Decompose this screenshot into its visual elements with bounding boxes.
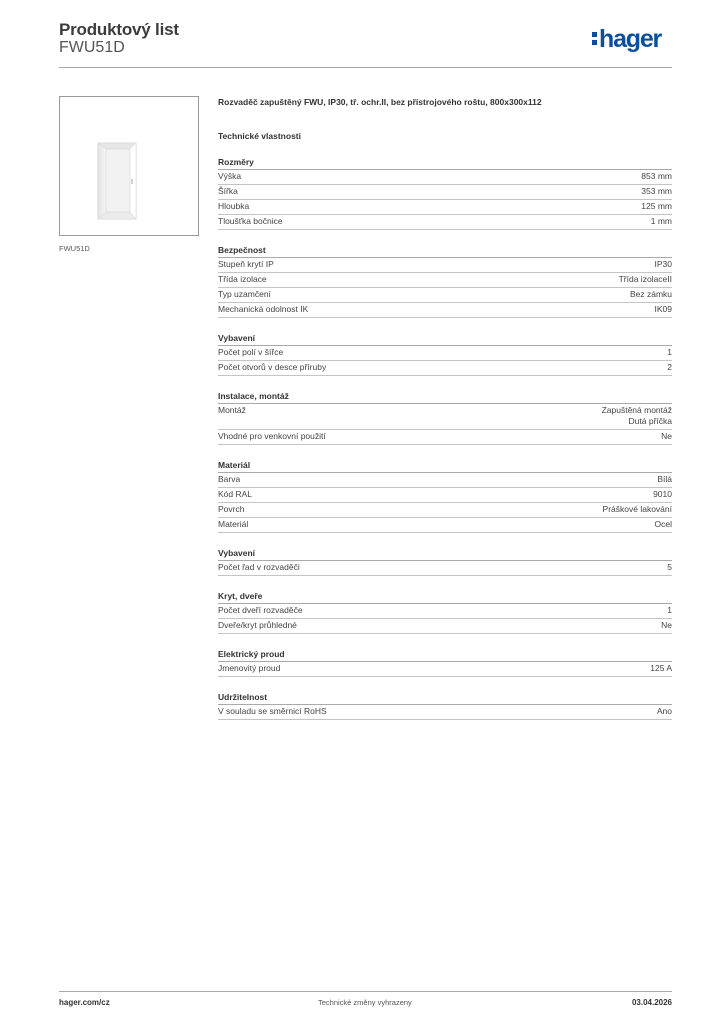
table-row [218,430,672,445]
row-label: Jmenovitý proud [218,663,281,673]
section-equipment [218,332,672,376]
row-value: IP30 [654,259,672,269]
row-label: Povrch [218,504,245,514]
row-value: Bez zámku [629,289,672,299]
row-value: Ne [661,620,672,630]
section-title: Bezpečnost [218,244,672,258]
section-cover-door [218,590,672,634]
row-label: Počet dveří rozvaděče [218,605,303,615]
technical-properties-title: Technické vlastnosti [218,131,301,141]
row-label: Počet otvorů v desce příruby [218,362,327,372]
section-installation [218,390,672,445]
section-title: Udržitelnost [218,691,672,705]
table-row [218,404,672,430]
page-title: Produktový list [59,20,179,39]
row-label: Barva [218,474,241,484]
footer-website: hager.com/cz [59,998,110,1007]
logo-dots-icon [592,28,598,50]
row-label: Typ uzamčení [218,289,271,299]
section-title: Vybavení [218,332,672,346]
row-value: Ano [656,706,672,716]
row-label: Šířka [218,186,238,196]
section-safety [218,244,672,318]
row-value: Ocel [654,519,672,529]
row-label: Stupeň krytí IP [218,259,274,269]
table-row [218,303,672,318]
row-value: Ne [661,431,672,441]
row-value: 1 [667,347,672,357]
footer-divider [59,991,672,992]
product-description: Rozvaděč zapuštěný FWU, IP30, tř. ochr.II, bez přístrojového roštu, 800x300x112 [218,97,542,107]
row-label: Výška [218,171,242,181]
row-label: Dveře/kryt průhledné [218,620,297,630]
section-title: Rozměry [218,156,672,170]
row-value: Třída izolaceII [618,274,672,284]
hager-logo [592,25,662,54]
row-value: 5 [667,562,672,572]
row-value: 353 mm [641,186,672,196]
section-electric-current [218,648,672,677]
row-value: Práškové lakování [602,504,672,514]
footer-date: 03.04.2026 [631,998,672,1007]
row-label: Hloubka [218,201,250,211]
table-row [218,200,672,215]
row-value: 9010 [653,489,672,499]
row-value: 125 mm [641,201,672,211]
row-value: 1 mm [650,216,672,226]
row-label: Počet polí v šířce [218,347,284,357]
row-label: Montáž [218,405,246,415]
table-row [218,288,672,303]
table-row [218,473,672,488]
table-row [218,662,672,677]
table-row [218,346,672,361]
table-row [218,561,672,576]
footer-notice: Technické změny vyhrazeny [318,998,412,1007]
section-title: Vybavení [218,547,672,561]
row-label: Třída izolace [218,274,267,284]
row-value: 1 [667,605,672,615]
row-value: 2 [667,362,672,372]
product-code: FWU51D [59,39,125,56]
row-value: IK09 [654,304,672,314]
table-row [218,258,672,273]
section-sustainability [218,691,672,720]
table-row [218,503,672,518]
table-row [218,705,672,720]
technical-sheet [218,96,672,720]
header-divider [59,67,672,68]
section-title: Materiál [218,459,672,473]
table-row [218,361,672,376]
logo-text: hager [599,25,662,53]
distribution-board-product-icon [60,97,198,235]
row-label: Vhodné pro venkovní použití [218,431,326,441]
section-title: Instalace, montáž [218,390,672,404]
section-material [218,459,672,533]
section-title: Kryt, dveře [218,590,672,604]
table-row [218,619,672,634]
section-title: Elektrický proud [218,648,672,662]
section-dimensions [218,156,672,230]
row-label: Materiál [218,519,249,529]
table-row [218,488,672,503]
table-row [218,215,672,230]
product-image [59,96,199,236]
table-row [218,170,672,185]
row-label: Tloušťka bočnice [218,216,283,226]
row-label: V souladu se směrnicí RoHS [218,706,327,716]
table-row [218,518,672,533]
row-value: Zapuštěná montáž Dutá příčka [601,405,672,426]
row-value: 125 A [650,663,672,673]
image-caption: FWU51D [59,244,90,253]
row-label: Kód RAL [218,489,253,499]
row-label: Mechanická odolnost IK [218,304,309,314]
row-value: 853 mm [641,171,672,181]
row-value: Bílá [657,474,672,484]
section-equipment-rows [218,547,672,576]
row-label: Počet řad v rozvaděči [218,562,300,572]
table-row [218,604,672,619]
table-row [218,185,672,200]
table-row [218,273,672,288]
